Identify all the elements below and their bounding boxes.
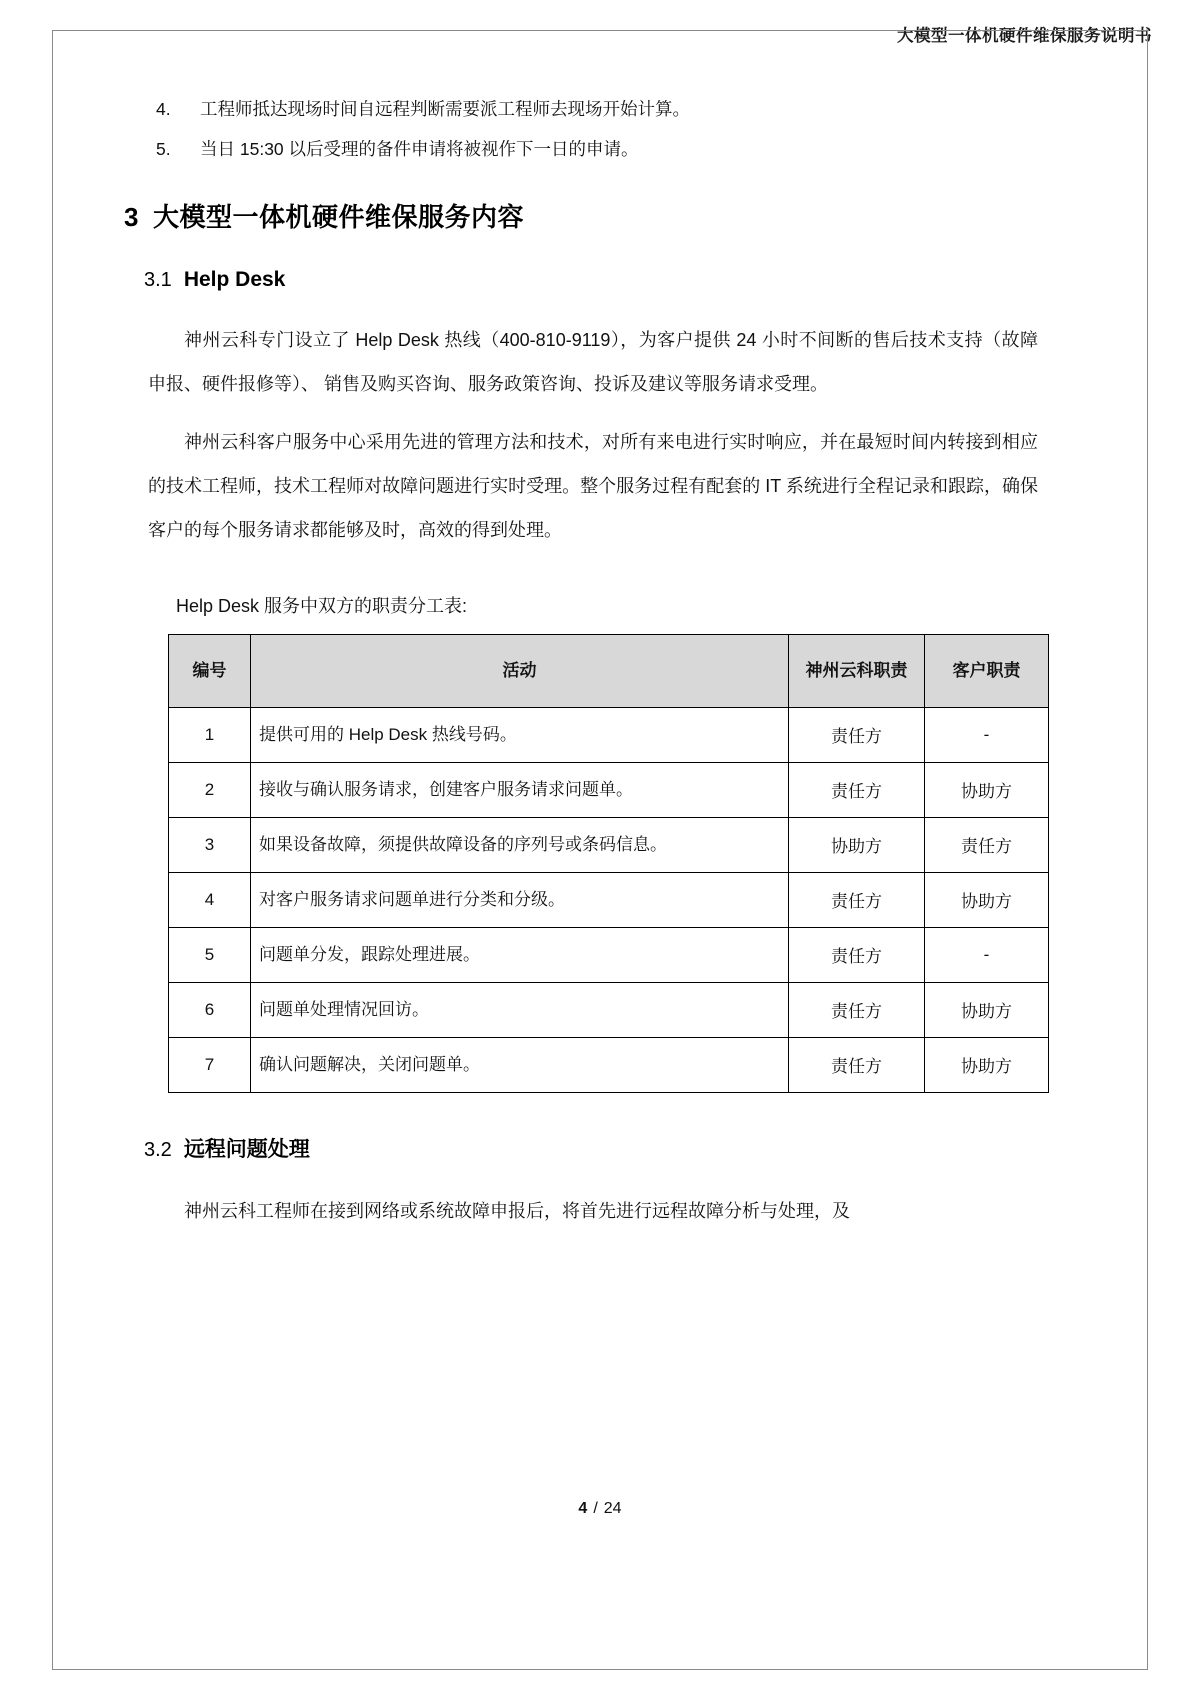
cell-activity: 接收与确认服务请求，创建客户服务请求问题单。	[251, 762, 789, 817]
table-row	[169, 982, 1049, 1037]
table-row	[169, 817, 1049, 872]
paragraph-remote-handling-1: 神州云科工程师在接到网络或系统故障申报后，将首先进行远程故障分析与处理，及	[184, 1200, 850, 1221]
cell-provider-resp: 协助方	[789, 817, 925, 872]
section-number: 3	[124, 201, 139, 232]
cell-activity: 对客户服务请求问题单进行分类和分级。	[251, 872, 789, 927]
cell-provider-resp: 责任方	[789, 927, 925, 982]
table-caption: Help Desk 服务中双方的职责分工表:	[176, 595, 468, 616]
list-item-text: 当日 15:30 以后受理的备件申请将被视作下一日的申请。	[200, 139, 639, 160]
table-header-customer-resp: 客户职责	[925, 634, 1049, 707]
paragraph-help-desk-2: 神州云科客户服务中心采用先进的管理方法和技术，对所有来电进行实时响应，并在最短时间内转接到相应的技术工程师，技术工程师对故障问题进行实时受理。整个服务过程有配套的 IT 系统进行全程记录和跟踪，确保客户的每个服务请求都能够及时，高效的得到处理。	[148, 431, 1038, 540]
page-header: 大模型一体机硬件维保服务说明书	[897, 26, 1152, 45]
table-row	[169, 762, 1049, 817]
cell-no: 2	[169, 762, 251, 817]
footer-total-pages: 24	[603, 1500, 622, 1517]
table-row	[169, 1037, 1049, 1092]
page-footer	[0, 1500, 1200, 1518]
cell-no: 7	[169, 1037, 251, 1092]
table-header-no: 编号	[169, 634, 251, 707]
cell-no: 4	[169, 872, 251, 927]
table-row	[169, 927, 1049, 982]
cell-no: 5	[169, 927, 251, 982]
cell-customer-resp: 协助方	[925, 1037, 1049, 1092]
cell-no: 1	[169, 707, 251, 762]
subsection-heading-3-1	[144, 268, 1090, 292]
numbered-list	[110, 96, 1090, 163]
cell-customer-resp: 协助方	[925, 872, 1049, 927]
table-header-provider-resp: 神州云科职责	[789, 634, 925, 707]
cell-activity: 问题单分发，跟踪处理进展。	[251, 927, 789, 982]
cell-no: 3	[169, 817, 251, 872]
cell-activity: 提供可用的 Help Desk 热线号码。	[251, 707, 789, 762]
subsection-title: Help Desk	[183, 267, 286, 291]
section-title: 大模型一体机硬件维保服务内容	[152, 201, 524, 232]
list-item-number: 5.	[156, 139, 171, 160]
list-item	[110, 136, 1090, 162]
cell-provider-resp: 责任方	[789, 872, 925, 927]
cell-customer-resp: 责任方	[925, 817, 1049, 872]
list-item-number: 4.	[156, 99, 171, 119]
cell-activity: 确认问题解决，关闭问题单。	[251, 1037, 789, 1092]
cell-customer-resp: 协助方	[925, 982, 1049, 1037]
subsection-number: 3.2	[144, 1138, 172, 1161]
subsection-title: 远程问题处理	[183, 1137, 310, 1161]
footer-separator: /	[593, 1500, 598, 1517]
subsection-heading-3-2	[144, 1133, 1090, 1163]
subsection-number: 3.1	[144, 268, 172, 291]
cell-provider-resp: 责任方	[789, 762, 925, 817]
cell-provider-resp: 责任方	[789, 1037, 925, 1092]
table-row	[169, 872, 1049, 927]
cell-activity: 问题单处理情况回访。	[251, 982, 789, 1037]
responsibility-table	[168, 634, 1049, 1093]
table-header-row	[169, 634, 1049, 707]
table-header-activity: 活动	[251, 634, 789, 707]
footer-current-page: 4	[578, 1500, 588, 1517]
cell-no: 6	[169, 982, 251, 1037]
cell-activity: 如果设备故障，须提供故障设备的序列号或条码信息。	[251, 817, 789, 872]
cell-provider-resp: 责任方	[789, 707, 925, 762]
section-heading	[124, 197, 1090, 234]
paragraph-help-desk-1: 神州云科专门设立了 Help Desk 热线（400-810-9119），为客户提供 24 小时不间断的售后技术支持（故障申报、硬件报修等）、 销售及购买咨询、服务政策咨询、投诉及建议等服务请求受理。	[148, 329, 1038, 394]
list-item-text: 工程师抵达现场时间自远程判断需要派工程师去现场开始计算。	[200, 99, 690, 119]
list-item	[110, 96, 1090, 122]
page-content	[110, 60, 1090, 1233]
cell-provider-resp: 责任方	[789, 982, 925, 1037]
cell-customer-resp: -	[925, 707, 1049, 762]
table-row	[169, 707, 1049, 762]
cell-customer-resp: 协助方	[925, 762, 1049, 817]
cell-customer-resp: -	[925, 927, 1049, 982]
